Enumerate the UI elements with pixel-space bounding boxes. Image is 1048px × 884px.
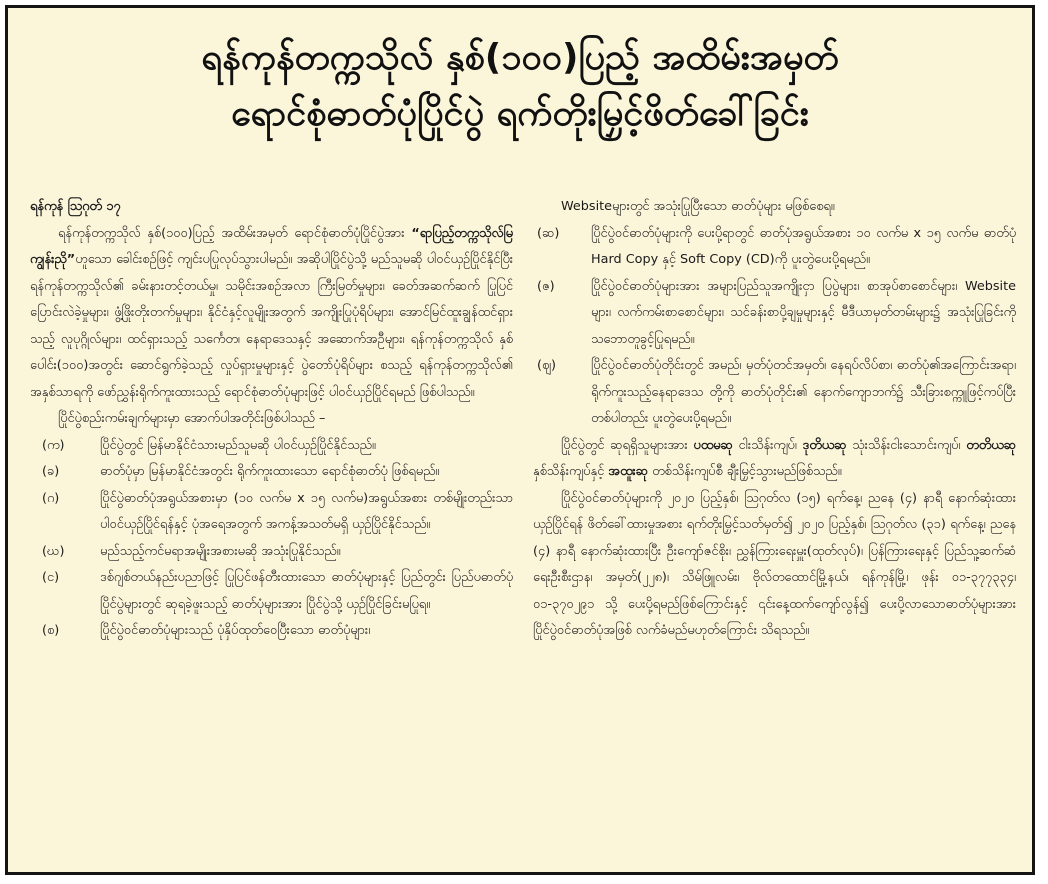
prize-text-d: နှစ်သိန်းကျပ်နှင့်	[533, 464, 609, 479]
first-prize-label: ပထမဆု	[693, 437, 733, 453]
prize-paragraph	[533, 433, 1016, 486]
rule-text: ပြိုင်ပွဲဝင်ဓာတ်ပုံတိုင်းတွင် အမည်၊ မှတ်ပုံတင်အမှတ်၊ နေရပ်လိပ်စာ၊ ဓာတ်ပုံ၏အကြောင်းအရာ၊ ရိုက်ကူးသည့်နေရာဒေသ တို့ကို ဓာတ်ပုံတိုင်း၏ နောက်ကျောဘက်၌ သီးခြားစက္ကူဖြင့်ကပ်ပြီး တစ်ပါတည်း ပူးတွဲပေးပို့ရမည်။	[591, 358, 1016, 426]
rule-marker: (စ)	[42, 623, 60, 638]
dateline: ရန်ကုန် ဩဂုတ် ၁၇	[30, 199, 121, 214]
rule-marker: (ခ)	[42, 464, 60, 479]
rule-marker: (ဈ)	[537, 358, 556, 373]
rule-item	[533, 353, 1016, 433]
rule-marker: (ဃ)	[42, 543, 65, 559]
headline-line-2: ရောင်စုံဓာတ်ပုံပြိုင်ပွဲ ရက်တိုးမြှင့်ဖိတ်ခေါ်ခြင်း	[231, 93, 809, 134]
article-body	[30, 194, 1016, 864]
rule-item	[533, 221, 1016, 274]
rules-intro: ပြိုင်ပွဲစည်းကမ်းချက်များမှာ အောက်ပါအတိုင်းဖြစ်ပါသည် –	[58, 411, 326, 426]
rule-text: ပြိုင်ပွဲဝင်ဓာတ်ပုံများအား အများပြည်သူအကျိုးငှာ ပြပွဲများ၊ စာအုပ်စာစောင်များ၊ Website များ၊ လက်ကမ်းစာစောင်များ၊ သင်ခန်းစာပို့ချမှုများနှင့် မီဒီယာမှတ်တမ်းများ၌ အသုံးပြုခြင်းကို သဘောတူခွင့်ပြုရမည်။	[591, 278, 1016, 347]
right-column	[533, 194, 1016, 864]
rule-item	[30, 618, 513, 645]
rule-item	[30, 433, 513, 460]
rule-text: ပြိုင်ပွဲဝင်ဓာတ်ပုံများသည် ပုံနှိပ်ထုတ်ဝေပြီးသော ဓာတ်ပုံများ၊	[100, 623, 371, 638]
headline	[8, 8, 1032, 142]
rule-marker: (င)	[42, 570, 60, 585]
rule-item	[30, 486, 513, 539]
rule-text: မည်သည့်ကင်မရာအမျိုးအစားမဆို အသုံးပြုနိုင်သည်။	[100, 543, 341, 559]
headline-line-1: ရန်ကုန်တက္ကသိုလ် နှစ်(၁၀၀)ပြည့် အထိမ်းအမှတ်	[201, 37, 839, 78]
rule-item	[30, 539, 513, 566]
prize-text-c: သုံးသိန်းငါးသောင်းကျပ်၊	[846, 437, 967, 453]
intro-paragraph	[30, 221, 513, 407]
rule-marker: (ဂ)	[42, 490, 60, 506]
intro-text-a: ရန်ကုန်တက္ကသိုလ် နှစ်(၁၀၀)ပြည့် အထိမ်းအမှတ် ရောင်စုံဓာတ်ပုံပြိုင်ပွဲအား	[58, 225, 405, 241]
rule-text: ဓာတ်ပုံမှာ မြန်မာနိုင်ငံအတွင်း ရိုက်ကူးထားသော ရောင်စုံဓာတ်ပုံ ဖြစ်ရမည်။	[100, 464, 440, 479]
prize-text-b: ငါးသိန်းကျပ်၊	[732, 437, 803, 453]
prize-text-a: ပြိုင်ပွဲတွင် ဆုရရှိသူများအား	[561, 437, 694, 453]
third-prize-label: တတိယဆု	[966, 437, 1016, 453]
rule-text: ပြိုင်ပွဲဝင်ဓာတ်ပုံများကို ပေးပို့ရာတွင် ဓာတ်ပုံအရွယ်အစား ၁၀ လက်မ x ၁၅ လက်မ ဓာတ်ပုံ Hard Copy နှင့် Soft Copy (CD)ကို ပူးတွဲပေးပို့ရမည်။	[591, 225, 1016, 267]
contest-title: “ရာပြည့်တက္ကသိုလ်မြကျွန်းညို”	[30, 225, 513, 267]
rule-item	[533, 274, 1016, 354]
rule-item	[30, 565, 513, 618]
rule-marker: (ဇ)	[537, 278, 555, 294]
closing-paragraph: ပြိုင်ပွဲဝင်ဓာတ်ပုံများကို ၂၀၂၀ ပြည့်နှစ်၊ ဩဂုတ်လ (၁၅) ရက်နေ့၊ ညနေ (၄) နာရီ နောက်ဆုံးထားယှဉ်ပြိုင်ရန် ဖိတ်ခေါ်ထားမှုအစား ရက်တိုးမြှင့်သတ်မှတ်၍ ၂၀၂၀ ပြည့်နှစ်၊ ဩဂုတ်လ (၃၁) ရက်နေ့၊ ညနေ (၄) နာရီ နောက်ဆုံးထားပြီး ဦးကျော်ဇင်စိုး၊ ညွှန်ကြားရေးမှူး(ထုတ်လုပ်)၊ ပြန်ကြားရေးနှင့် ပြည်သူ့ဆက်ဆံရေးဦးစီးဌာန၊ အမှတ်(၂၂၈)၊ သိမ်ဖြူလမ်း၊ ဗိုလ်တထောင်မြို့နယ်၊ ရန်ကုန်မြို့၊ ဖုန်း ၀၁-၃၇၇၃၃၄၊ ၀၁-၃၇၀၂၉၁ သို့ ပေးပို့ရမည်ဖြစ်ကြောင်းနှင့် ၎င်းနေ့ထက်ကျော်လွန်၍ ပေးပို့လာသောဓာတ်ပုံများအား ပြိုင်ပွဲဝင်ဓာတ်ပုံအဖြစ် လက်ခံမည်မဟုတ်ကြောင်း သိရသည်။	[533, 490, 1016, 638]
second-prize-label: ဒုတိယဆု	[802, 437, 847, 453]
rule-marker: (ဆ)	[537, 225, 560, 241]
rule-marker: (က)	[42, 437, 65, 453]
news-clipping	[5, 5, 1035, 875]
rule-text: ဒစ်ဂျစ်တယ်နည်းပညာဖြင့် ပြုပြင်ဖန်တီးထားသော ဓာတ်ပုံများနှင့် ပြည်တွင်း ပြည်ပဓာတ်ပုံပြိုင်ပွဲများတွင် ဆုရခဲ့ဖူးသည့် ဓာတ်ပုံများအား ပြိုင်ပွဲသို့ ယှဉ်ပြိုင်ခြင်းမပြုရ။	[100, 570, 513, 612]
special-prize-label: အထူးဆု	[608, 464, 649, 479]
rule-text: ပြိုင်ပွဲဓာတ်ပုံအရွယ်အစားမှာ (၁၀ လက်မ x ၁၅ လက်မ)အရွယ်အစား တစ်မျိုးတည်းသာ ပါဝင်ယှဉ်ပြိုင်ရန်နှင့် ပုံအရေအတွက် အကန့်အသတ်မရှိ ယှဉ်ပြိုင်နိုင်သည်။	[100, 490, 513, 532]
left-column	[30, 194, 513, 864]
prize-text-e: တစ်သိန်းကျပ်စီ ချီးမြှင့်သွားမည်ဖြစ်သည်။	[648, 464, 842, 479]
rule-item	[30, 459, 513, 486]
rule-continuation: Websiteများတွင် အသုံးပြုပြီးသော ဓာတ်ပုံများ မဖြစ်စေရ။	[561, 199, 835, 214]
intro-text-b: ဟူသော ခေါင်းစဉ်ဖြင့် ကျင်းပပြုလုပ်သွားပါမည်။ အဆိုပါပြိုင်ပွဲသို့ မည်သူမဆို ပါဝင်ယှဉ်ပြိုင်နိုင်ပြီး ရန်ကုန်တက္ကသိုလ်၏ ခမ်းနားတင့်တယ်မှု၊ သမိုင်းအစဉ်အလာ ကြီးမြတ်မှုများ၊ ခေတ်အဆက်ဆက် ပြုပြင်ပြောင်းလဲခဲ့မှုများ၊ ဖွံ့ဖြိုးတိုးတက်မှုများ၊ နိုင်ငံနှင့်လူမျိုးအတွက် အကျိုးပြုပုံရိပ်များ၊ အောင်မြင်ထူးချွန်ထင်ရှားသည့် လူပုဂ္ဂိုလ်များ၊ ထင်ရှားသည့် သင်္ကေတ၊ နေရာဒေသနှင့် အဆောက်အဦများ၊ ရန်ကုန်တက္ကသိုလ် နှစ်ပေါင်း(၁၀၀)အတွင်း ဆောင်ရွက်ခဲ့သည့် လှုပ်ရှားမှုများနှင့် ပွဲတော်ပုံရိပ်များ စသည့် ရန်ကုန်တက္ကသိုလ်၏ အနှစ်သာရကို ဖော်ညွှန်းရိုက်ကူးထားသည့် ရောင်စုံဓာတ်ပုံများဖြင့် ပါဝင်ယှဉ်ပြိုင်ရမည် ဖြစ်ပါသည်။	[30, 252, 513, 400]
rule-text: ပြိုင်ပွဲတွင် မြန်မာနိုင်ငံသားမည်သူမဆို ပါဝင်ယှဉ်ပြိုင်နိုင်သည်။	[100, 437, 376, 453]
